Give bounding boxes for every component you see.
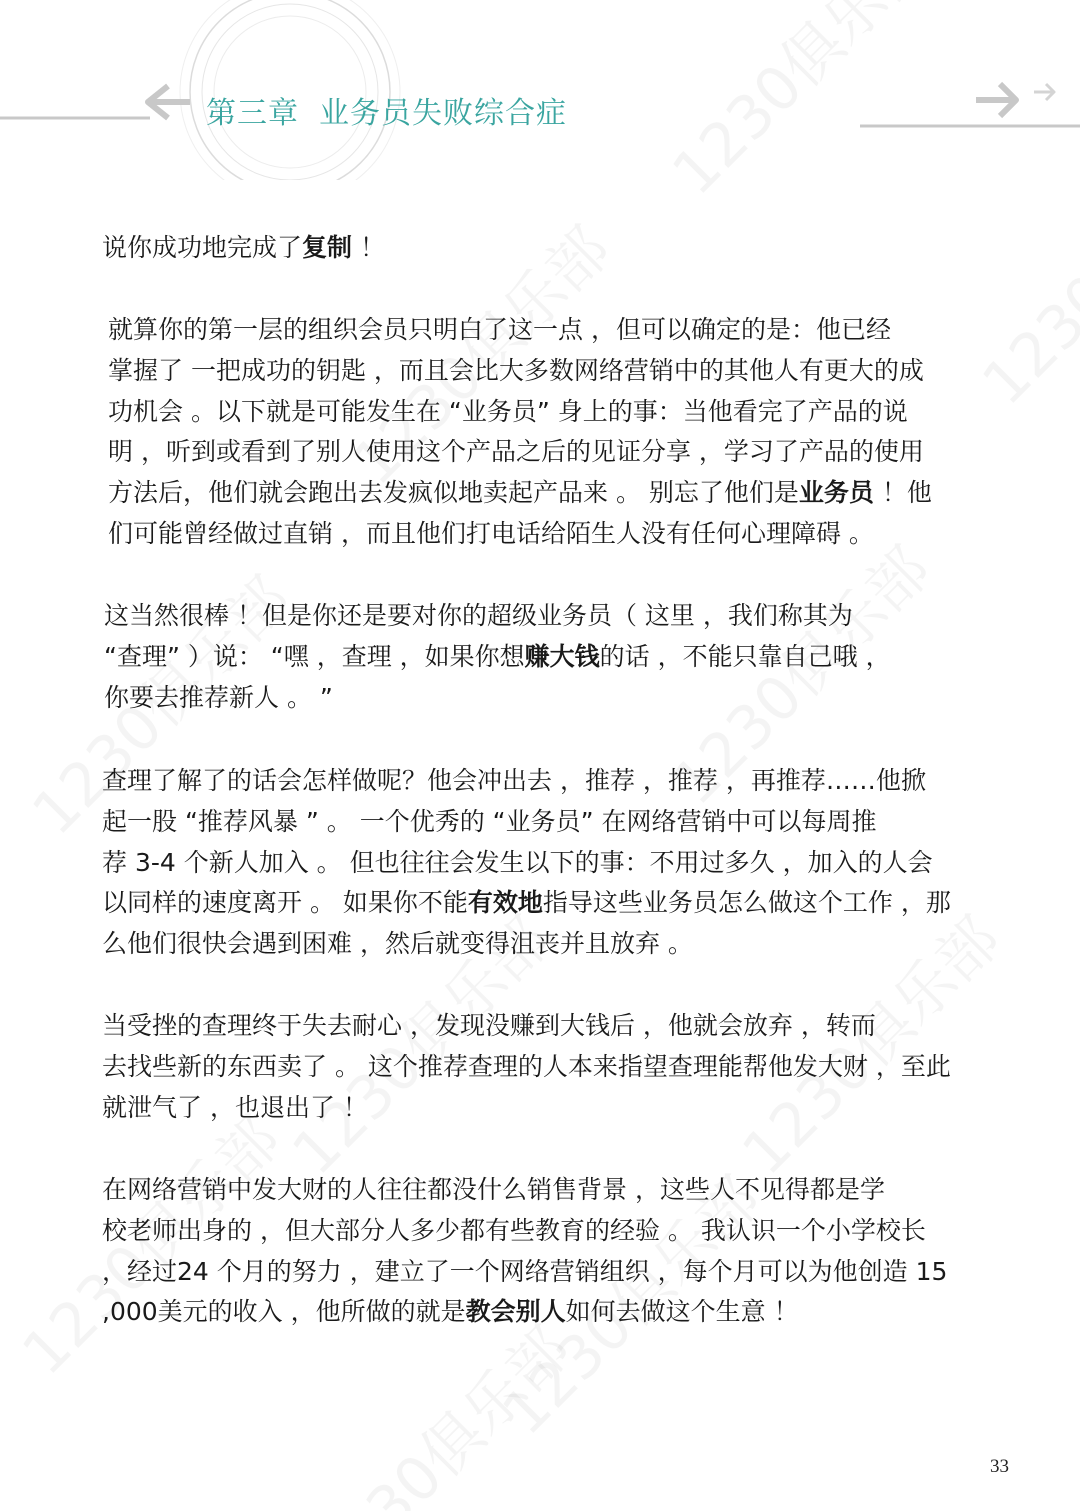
text-run: ！ <box>352 233 385 262</box>
bold-emphasis: 复制 <box>302 233 353 262</box>
text-line <box>102 1006 951 1047</box>
text-run: 以同样的速度离开 。 如果你不能 <box>102 888 468 918</box>
text-run: ，经过24 个月的努力 ，建立了一个网络营销组织 ，每个月可以为他创造 15 <box>102 1256 948 1286</box>
bold-emphasis: 有效地 <box>467 888 543 918</box>
text-line <box>102 802 951 843</box>
text-run: 校老师出身的 ，但大部分人多少都有些教育的经验 。 我认识一个小学校长 <box>102 1215 926 1245</box>
text-line <box>104 637 891 678</box>
text-run: 方法后，他们就会跑出去发疯似地卖起产品来 。 别忘了他们是 <box>108 478 799 508</box>
text-line <box>102 1292 947 1333</box>
text-run: 指导这些业务员怎么做这个工作 ，那 <box>542 888 951 918</box>
paragraph <box>102 761 951 965</box>
text-run: 就算你的第一层的组织会员只明白了这一点 ，但可以确定的是：他已经 <box>108 315 891 344</box>
chapter-name: 业务员失败综合症 <box>319 96 567 131</box>
paragraph <box>102 228 385 269</box>
text-run: 们可能曾经做过直销 ，而且他们打电话给陌生人没有任何心理障碍 。 <box>108 518 874 548</box>
bold-emphasis: 业务员 <box>798 478 874 508</box>
text-line <box>102 1088 951 1129</box>
text-run: 如何去做这个生意 ！ <box>565 1297 799 1327</box>
paragraph <box>108 310 932 555</box>
text-run: 功机会 。以下就是可能发生在 “业务员” 身上的事：当他看完了产品的说 <box>108 396 908 426</box>
text-run: 你要去推荐新人 。 ” <box>104 682 333 712</box>
text-line <box>102 843 951 884</box>
chapter-label: 第三章 <box>206 96 299 131</box>
text-run: 去找些新的东西卖了 。 这个推荐查理的人本来指望查理能帮他发大财 ，至此 <box>102 1051 951 1081</box>
text-line <box>108 432 932 473</box>
text-run: 荐 3-4 个新人加入 。 但也往往会发生以下的事：不用过多久 ，加入的人会 <box>102 847 933 877</box>
paragraph <box>104 596 891 718</box>
text-line <box>102 228 385 269</box>
text-run: 在网络营销中发大财的人往往都没什么销售背景 ，这些人不见得都是学 <box>102 1175 885 1204</box>
text-line <box>108 473 932 514</box>
page-number: 33 <box>990 1456 1009 1477</box>
text-run: ,000美元的收入 ，他所做的就是 <box>102 1297 466 1327</box>
text-line <box>104 596 891 637</box>
text-run: 的话 ，不能只靠自己哦 ， <box>599 641 891 671</box>
bold-emphasis: 教会别人 <box>465 1297 566 1327</box>
paragraph <box>102 1170 947 1333</box>
text-run: 当受挫的查理终于失去耐心 ，发现没赚到大钱后 ，他就会放弃 ，转而 <box>102 1011 876 1040</box>
text-line <box>108 392 932 433</box>
chapter-header <box>0 0 1080 180</box>
text-run: 么他们很快会遇到困难 ，然后就变得沮丧并且放弃 。 <box>102 929 693 959</box>
bold-emphasis: 赚大钱 <box>524 641 600 671</box>
text-line <box>102 761 951 802</box>
text-run: 明 ，听到或看到了别人使用这个产品之后的见证分享 ，学习了产品的使用 <box>108 437 924 467</box>
text-line <box>102 883 951 924</box>
text-run: 起一股 “推荐风暴 ” 。 一个优秀的 “业务员” 在网络营销中可以每周推 <box>102 806 877 836</box>
text-line <box>102 1047 951 1088</box>
chapter-title <box>206 88 567 132</box>
text-line <box>108 514 932 555</box>
text-run: 就泄气了 ，也退出了 ！ <box>102 1092 368 1122</box>
text-line <box>108 310 932 351</box>
text-line <box>104 678 891 719</box>
watermark <box>290 1305 586 1511</box>
text-run: 这当然很棒 ！但是你还是要对你的超级业务员（ 这里 ，我们称其为 <box>104 601 853 630</box>
text-line <box>102 1252 947 1293</box>
text-run: 说你成功地完成了 <box>102 233 303 262</box>
arrow-right-icon <box>976 84 1054 116</box>
text-line <box>108 351 932 392</box>
arrow-left-icon <box>148 86 190 118</box>
text-run: 查理了解了的话会怎样做呢？他会冲出去 ，推荐 ，推荐 ，再推荐……他掀 <box>102 766 926 795</box>
text-line <box>102 1170 947 1211</box>
text-line <box>102 1211 947 1252</box>
text-run: “查理” ）说： “嘿 ，查理 ，如果你想 <box>104 641 525 671</box>
text-run: ！他 <box>873 478 932 508</box>
text-run: 掌握了 一把成功的钥匙 ，而且会比大多数网络营销中的其他人有更大的成 <box>108 355 924 385</box>
text-line <box>102 924 951 965</box>
paragraph <box>102 1006 951 1128</box>
